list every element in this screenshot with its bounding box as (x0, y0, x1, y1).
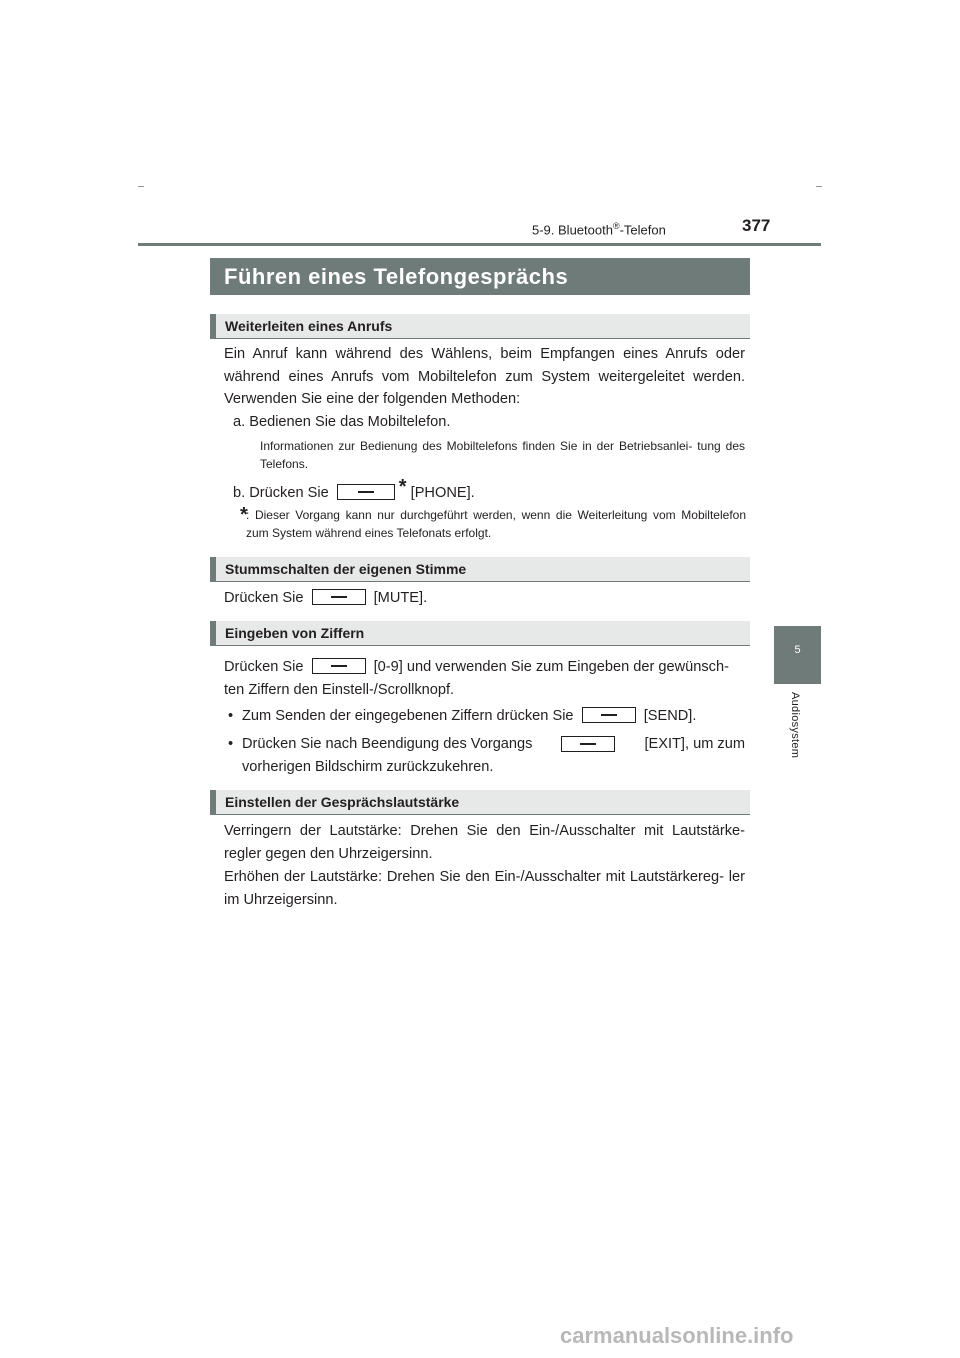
page-title: Führen eines Telefongesprächs (210, 258, 750, 295)
digits-line-1 (224, 657, 729, 677)
section-heading-forward: Weiterleiten eines Anrufs (210, 314, 750, 339)
section-header: 5-9. Bluetooth®-Telefon (532, 221, 666, 238)
step-b-text: b. Drücken Sie (233, 485, 329, 501)
phone-button (337, 484, 395, 500)
section-heading-mute: Stummschalten der eigenen Stimme (210, 557, 750, 582)
volume-increase: Erhöhen der Lautstärke: Drehen Sie den Ein-/Ausschalter mit Lautstärkereg- ler im Uhrzeigersinn. (224, 869, 745, 908)
forward-intro: Ein Anruf kann während des Wählens, beim Empfangen eines Anrufs oder während eines Anrufs vom Mobiltelefon zum System weitergeleitet werden. Verwenden Sie eine der folgenden Methoden: (224, 346, 745, 407)
send-button (582, 707, 636, 723)
bullet-send (242, 706, 696, 726)
page-number: 377 (742, 216, 771, 235)
watermark: carmanualsonline.info (560, 1323, 794, 1348)
section-heading-digits: Eingeben von Ziffern (210, 621, 750, 646)
crop-mark (138, 186, 144, 187)
chapter-number: 5 (794, 644, 801, 656)
footnote (240, 504, 746, 542)
exit-button (561, 736, 615, 752)
digits-line-2: ten Ziffern den Einstell-/Scrollknopf. (224, 682, 455, 698)
step-a-note: Informationen zur Bedienung des Mobiltelefons finden Sie in der Betriebsanlei- tung des Telefons. (260, 439, 745, 471)
crop-mark (816, 186, 822, 187)
digits-button (312, 658, 366, 674)
footnote-marker: * (398, 476, 407, 498)
chapter-label: Audiosystem (789, 692, 801, 759)
bullet-exit (242, 734, 745, 754)
mute-label: [MUTE]. (373, 590, 428, 606)
exit-text: Drücken Sie nach Beendigung des Vorgangs (242, 736, 533, 752)
step-b (233, 476, 475, 503)
digits-label: [0-9] und verwenden Sie zum Eingeben der gewünsch- (373, 659, 729, 675)
chapter-tab (774, 626, 821, 684)
header-rule (138, 243, 821, 246)
mute-button (312, 589, 366, 605)
volume-decrease: Verringern der Lautstärke: Drehen Sie den Ein-/Ausschalter mit Lautstärke- regler gegen den Uhrzeigersinn. (224, 823, 745, 862)
section-heading-volume: Einstellen der Gesprächslautstärke (210, 790, 750, 815)
send-label: [SEND]. (643, 708, 697, 724)
footnote-star: * (240, 504, 248, 526)
footnote-text: : Dieser Vorgang kann nur durchgeführt werden, wenn die Weiterleitung vom Mobiltelefon zum System während eines Telefonats erfolgt. (246, 508, 746, 540)
send-text: Zum Senden der eingegebenen Ziffern drücken Sie (242, 708, 574, 724)
bullet-exit-line-2: vorherigen Bildschirm zurückzukehren. (242, 759, 494, 775)
mute-instruction (224, 588, 427, 608)
mute-text: Drücken Sie (224, 590, 304, 606)
bullet-mark: • (228, 736, 234, 752)
exit-label: [EXIT], um zum (644, 736, 745, 752)
bullet-mark: • (228, 708, 234, 724)
phone-label: [PHONE]. (410, 485, 475, 501)
digits-text: Drücken Sie (224, 659, 304, 675)
step-a: a. Bedienen Sie das Mobiltelefon. (233, 414, 451, 430)
